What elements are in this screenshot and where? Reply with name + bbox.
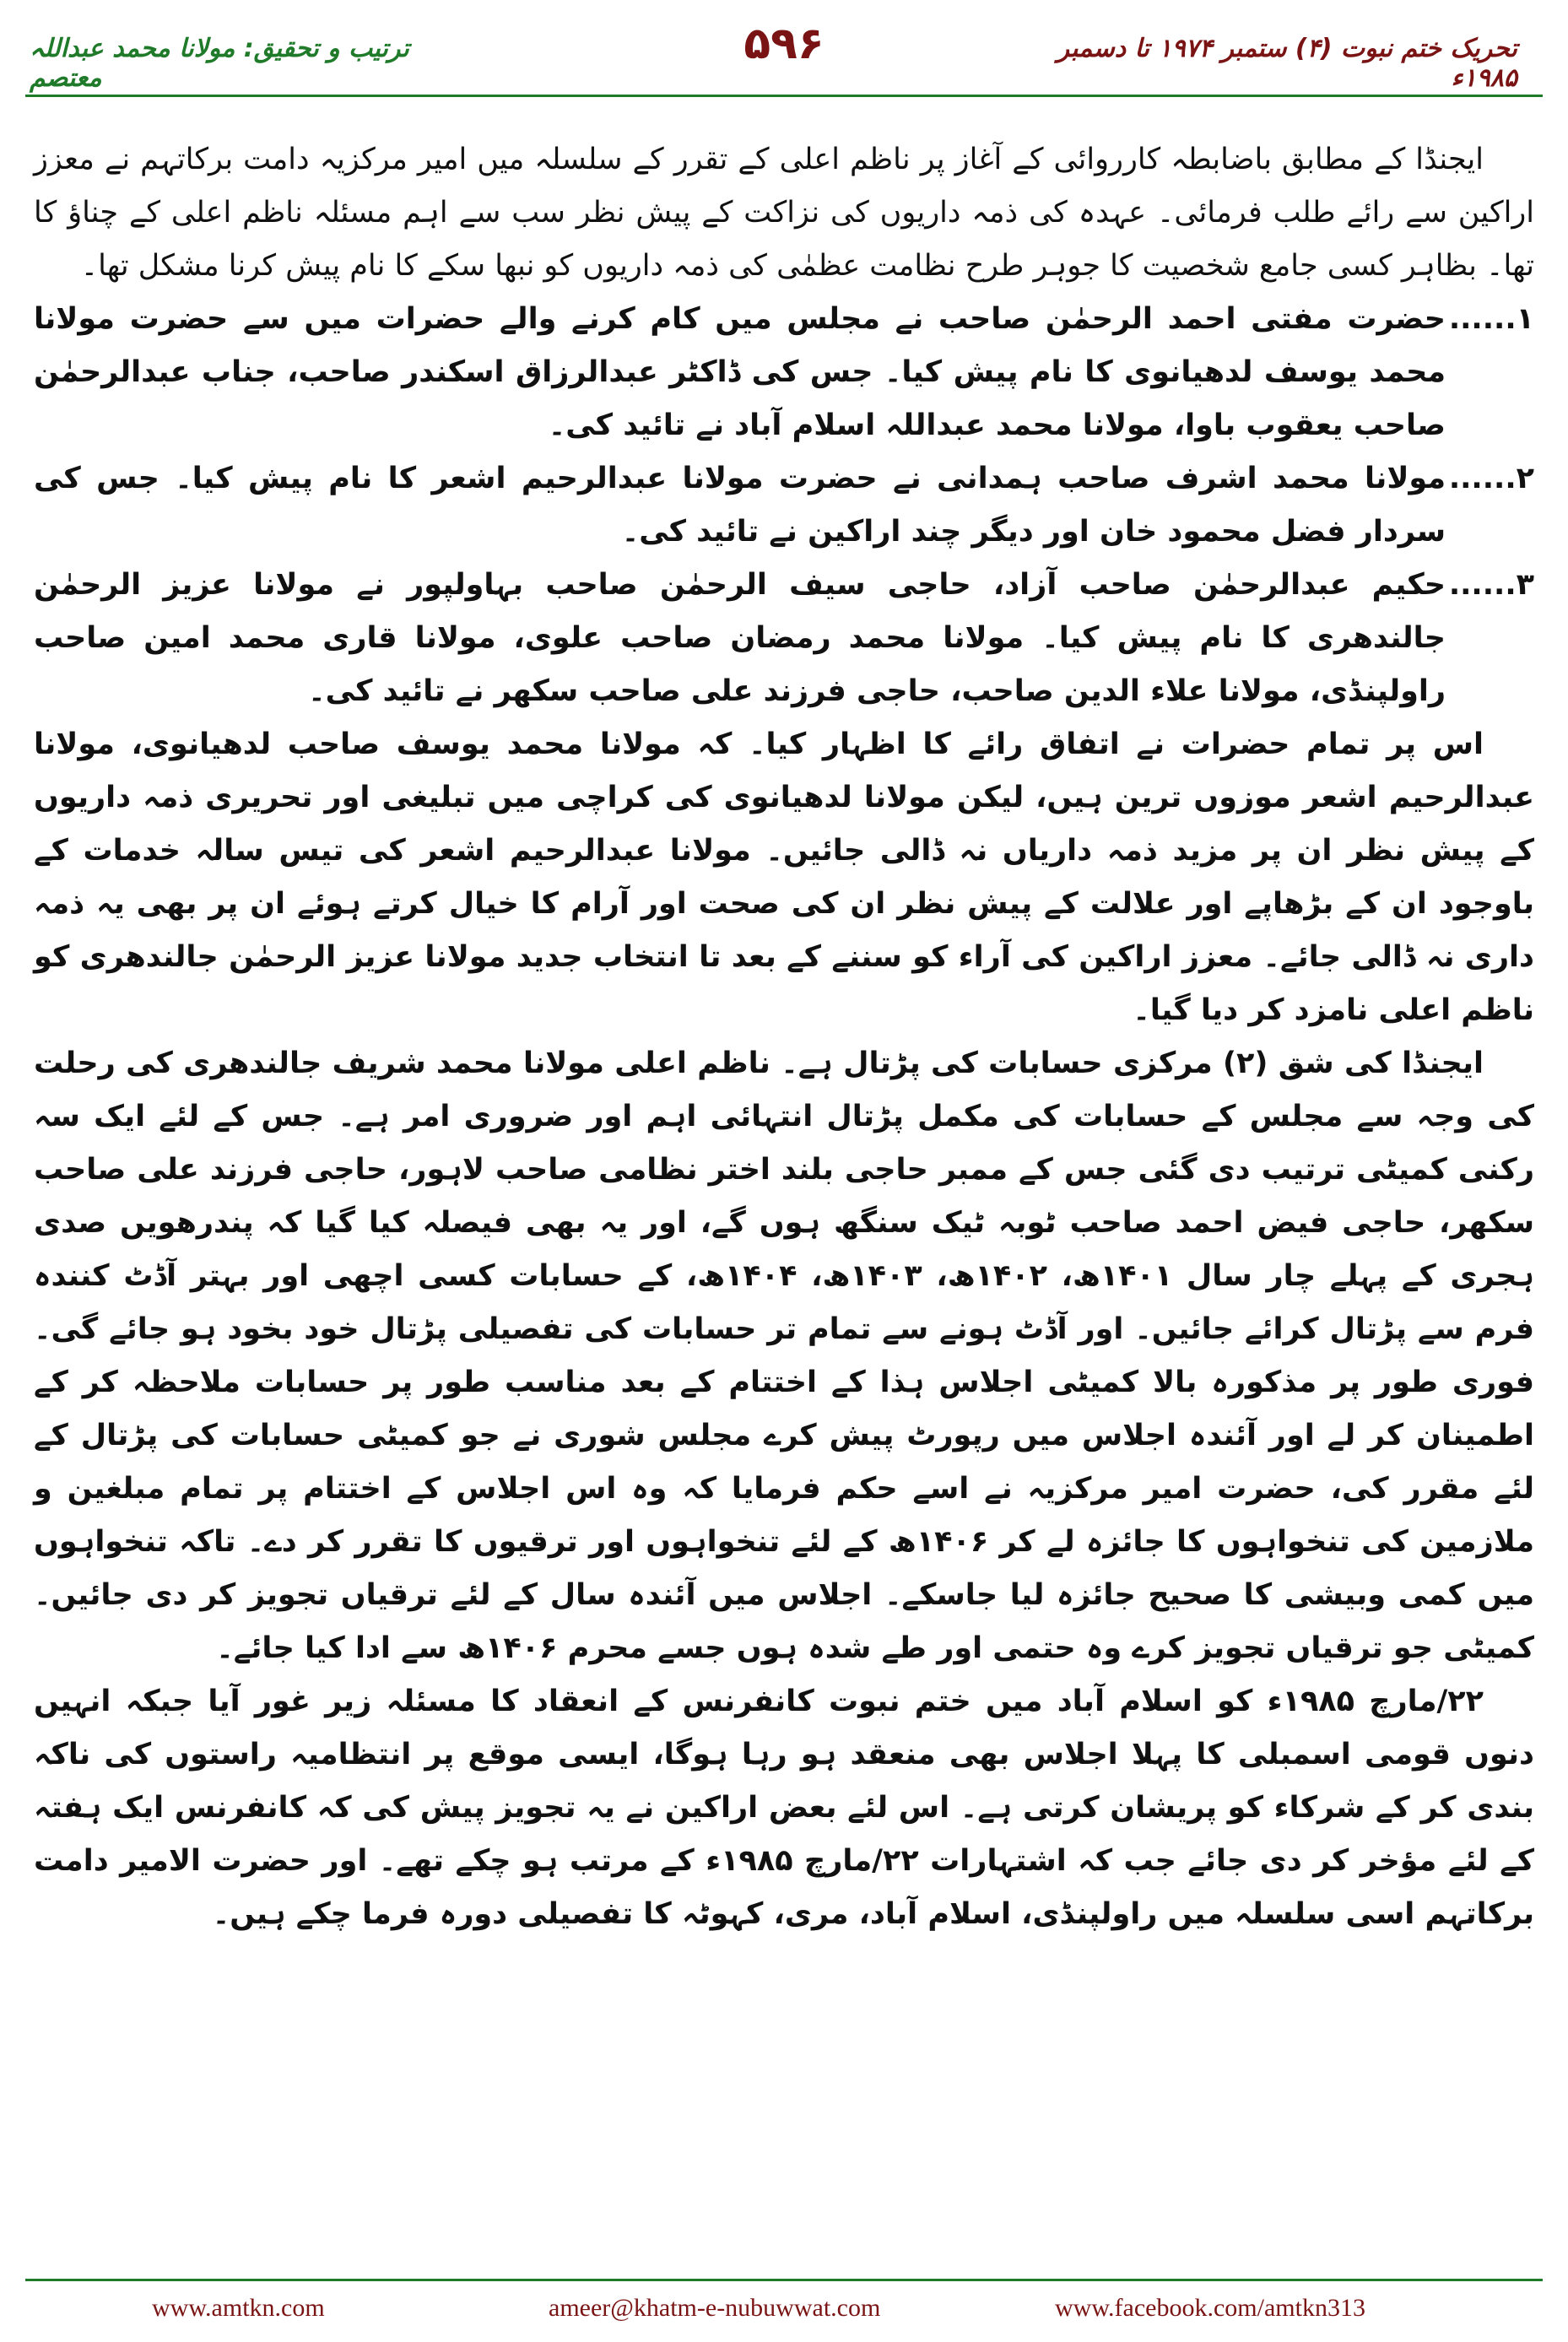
list-item-text: مولانا محمد اشرف صاحب ہمدانی نے حضرت مولانا عبدالرحیم اشعر کا نام پیش کیا۔ جس کی سردار فضل محمود خان اور دیگر چند اراکین نے تائید کی۔ [34,462,1446,549]
list-item-text: حکیم عبدالرحمٰن صاحب آزاد، حاجی سیف الرحمٰن صاحب بہاولپور نے مولانا عزیز الرحمٰن جالندھری کا نام پیش کیا۔ مولانا محمد رمضان صاحب علوی، مولانا قاری محمد امین صاحب راولپنڈی، مولانا علاء الدین صاحب، حاجی فرزند علی صاحب سکھر نے تائید کی۔ [34,568,1446,708]
email-link[interactable]: ameer@khatm-e-nubuwwat.com [549,2294,881,2322]
list-item [34,559,1534,718]
list-item [34,452,1534,559]
paragraph-conference: ۲۲/مارچ ۱۹۸۵ء کو اسلام آباد میں ختم نبوت کانفرنس کے انعقاد کا مسئلہ زیر غور آیا جبکہ انہیں دنوں قومی اسمبلی کا پہلا اجلاس بھی منعقد ہو رہا ہوگا، ایسی موقع پر انتظامیہ راستوں کی ناکہ بندی کر کے شرکاء کو پریشان کرتی ہے۔ اس لئے بعض اراکین نے یہ تجویز پیش کی کہ کانفرنس ایک ہفتہ کے لئے مؤخر کر دی جائے جب کہ اشتہارات ۲۲/مارچ ۱۹۸۵ء کے مرتب ہو چکے تھے۔ اور حضرت الامیر دامت برکاتہم اسی سلسلہ میں راولپنڈی، اسلام آباد، مری، کہوٹہ کا تفصیلی دورہ فرما چکے ہیں۔ [34,1685,1534,1931]
paragraph-consensus: اس پر تمام حضرات نے اتفاق رائے کا اظہار کیا۔ کہ مولانا محمد یوسف صاحب لدھیانوی، مولانا عبدالرحیم اشعر موزوں ترین ہیں، لیکن مولانا لدھیانوی کی کراچی میں تبلیغی اور تحریری ذمہ داریوں کے پیش نظر ان پر مزید ذمہ داریاں نہ ڈالی جائیں۔ مولانا عبدالرحیم اشعر کی تیس سالہ خدمات کے باوجود ان کے بڑھاپے اور علالت کے پیش نظر ان کی صحت اور آرام کا خیال کرتے ہوئے ان پر بھی یہ ذمہ داری نہ ڈالی جائے۔ معزز اراکین کی آراء کو سننے کے بعد تا انتخاب جدید مولانا عزیز الرحمٰن جالندھری کو ناظم اعلی نامزد کر دیا گیا۔ [34,727,1534,1027]
list-item-number: ۳...... [1448,568,1534,602]
paragraph-accounts: ایجنڈا کی شق (۲) مرکزی حسابات کی پڑتال ہے۔ ناظم اعلی مولانا محمد شریف جالندھری کی رحلت کی وجہ سے مجلس کے حسابات کی مکمل پڑتال انتہائی اہم اور ضروری امر ہے۔ جس کے لئے ایک سہ رکنی کمیٹی ترتیب دی گئی جس کے ممبر حاجی بلند اختر نظامی صاحب لاہور، حاجی فرزند علی صاحب سکھر، حاجی فیض احمد صاحب ٹوبہ ٹیک سنگھ ہوں گے، اور یہ بھی فیصلہ کیا گیا کہ پندرھویں صدی ہجری کے پہلے چار سال ۱۴۰۱ھ، ۱۴۰۲ھ، ۱۴۰۳ھ، ۱۴۰۴ھ، کے حسابات کسی اچھی اور بہتر آڈٹ کنندہ فرم سے پڑتال کرائے جائیں۔ اور آڈٹ ہونے سے تمام تر حسابات کی تفصیلی پڑتال خود بخود ہو جائے گی۔ فوری طور پر مذکورہ بالا کمیٹی اجلاس ہذا کے اختتام کے بعد مناسب طور پر حسابات ملاحظہ کر کے اطمینان کر لے اور آئندہ اجلاس میں رپورٹ پیش کرے مجلس شوری نے جو کمیٹی حسابات کی پڑتال کے لئے مقرر کی، حضرت امیر مرکزیہ نے اسے حکم فرمایا کہ وہ اس اجلاس کے اختتام پر تمام مبلغین و ملازمین کی تنخواہوں کا جائزہ لے کر ۱۴۰۶ھ کے لئے تنخواہوں اور ترقیوں کا تقرر کر دے۔ تاکہ تنخواہوں میں کمی وبیشی کا صحیح جائزہ لیا جاسکے۔ اجلاس میں آئندہ سال کے لئے ترقیاں تجویز کر دی جائیں۔ کمیٹی جو ترقیاں تجویز کرے وہ حتمی اور طے شدہ ہوں جسے محرم ۱۴۰۶ھ سے ادا کیا جائے۔ [34,1047,1534,1665]
compiler-credit: ترتیب و تحقیق: مولانا محمد عبداللہ معتصم [30,34,409,93]
website-link[interactable]: www.amtkn.com [152,2294,325,2322]
page-header [0,0,1568,110]
book-title: تحریک ختم نبوت (۴) ستمبر ۱۹۷۴ تا دسمبر ۱۹۸۵ء [1057,34,1517,93]
page-number: ۵۹۶ [743,19,825,69]
facebook-link[interactable]: www.facebook.com/amtkn313 [1055,2294,1365,2322]
list-item-number: ۲...... [1448,462,1534,495]
paragraph-agenda: ایجنڈا کے مطابق باضابطہ کارروائی کے آغاز پر ناظم اعلی کے تقرر کے سلسلہ میں امیر مرکزیہ دامت برکاتہم نے معزز اراکین سے رائے طلب فرمائی۔ عہدہ کی ذمہ داریوں کی نزاکت کے پیش نظر سب سے اہم مسئلہ ناظم اعلی کے چناؤ کا تھا۔ بظاہر کسی جامع شخصیت کا جوہر طرح نظامت عظمٰی کی ذمہ داریوں کو نبھا سکے کا نام پیش کرنا مشکل تھا۔ [34,143,1534,283]
header-divider [25,95,1543,97]
page-body [34,133,1534,1941]
list-item-number: ۱...... [1448,302,1534,336]
list-item-text: حضرت مفتی احمد الرحمٰن صاحب نے مجلس میں کام کرنے والے حضرات میں سے حضرت مولانا محمد یوسف لدھیانوی کا نام پیش کیا۔ جس کی ڈاکٹر عبدالرزاق اسکندر صاحب، جناب عبدالرحمٰن صاحب یعقوب باوا، مولانا محمد عبداللہ اسلام آباد نے تائید کی۔ [34,302,1446,442]
list-item [34,293,1534,452]
footer-divider [25,2279,1543,2281]
page-footer [0,2279,1568,2342]
